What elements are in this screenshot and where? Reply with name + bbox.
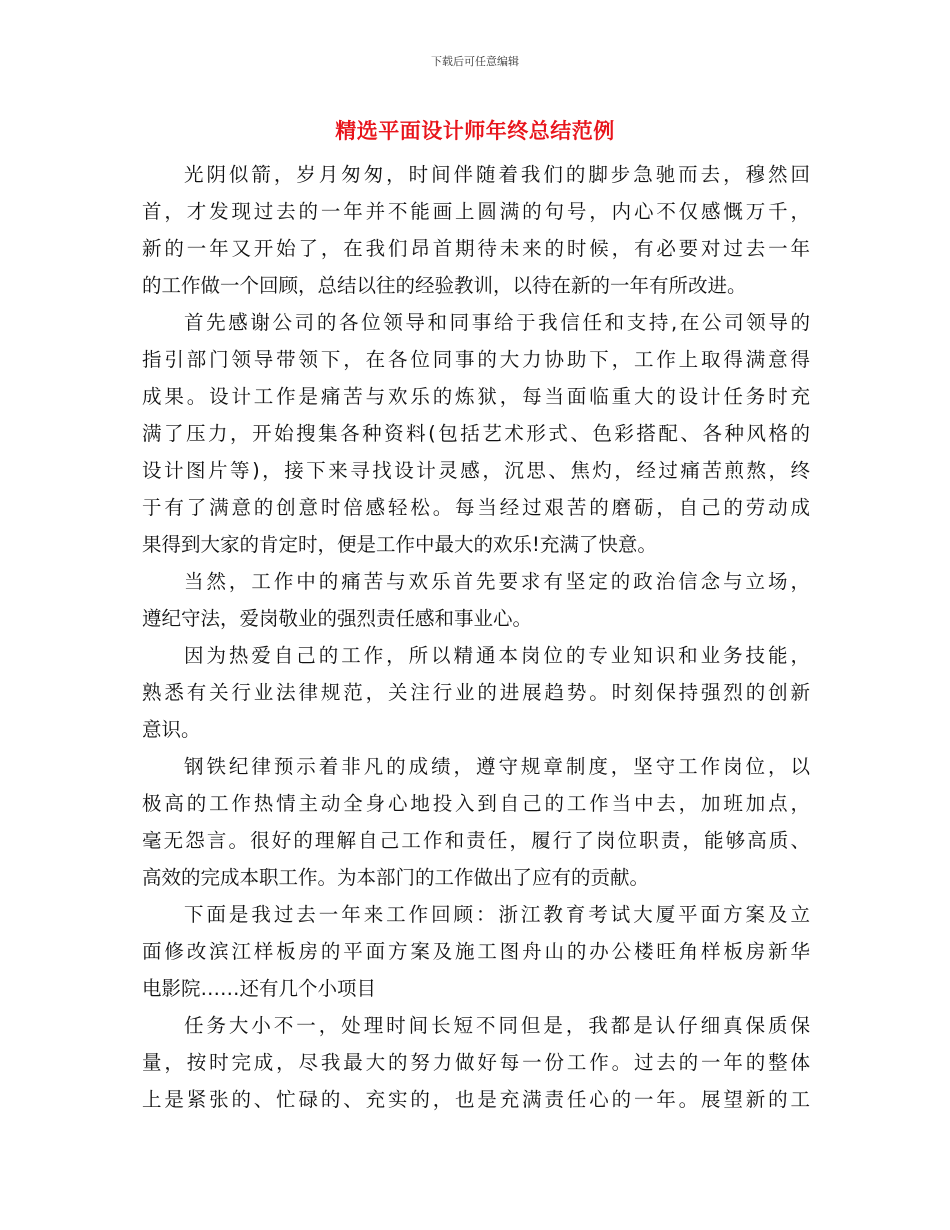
paragraph — [142, 896, 810, 1007]
paragraph-line: 指引部门领导带领下，在各位同事的大力协助下，工作上取得满意得 — [142, 348, 810, 371]
paragraph-line: 意识。 — [142, 718, 201, 741]
paragraph — [142, 563, 810, 637]
paragraph-line: 因为热爱自己的工作，所以精通本岗位的专业知识和业务技能， — [184, 644, 810, 667]
paragraph — [142, 304, 810, 563]
paragraph-line: 于有了满意的创意时倍感轻松。每当经过艰苦的磨砺，自己的劳动成 — [142, 496, 810, 519]
paragraph-line: 首先感谢公司的各位领导和同事给于我信任和支持,在公司领导的 — [184, 311, 810, 334]
paragraph-line: 电影院……还有几个小项目 — [142, 977, 377, 1000]
paragraph — [142, 156, 810, 304]
paragraph-line: 面修改滨江样板房的平面方案及施工图舟山的办公楼旺角样板房新华 — [142, 940, 810, 963]
paragraph-line: 新的一年又开始了，在我们昂首期待未来的时候，有必要对过去一年 — [142, 237, 810, 260]
paragraph-line: 任务大小不一，处理时间长短不同但是，我都是认仔细真保质保 — [184, 1014, 810, 1037]
paragraph — [142, 1007, 810, 1118]
paragraph-line: 首，才发现过去的一年并不能画上圆满的句号，内心不仅感慨万千， — [142, 200, 810, 223]
document-title: 精选平面设计师年终总结范例 — [335, 119, 615, 143]
paragraph — [142, 748, 810, 896]
paragraph-line: 下面是我过去一年来工作回顾：浙江教育考试大厦平面方案及立 — [184, 903, 810, 926]
page-header: 下载后可任意编辑 — [431, 55, 519, 68]
paragraph-line: 成果。设计工作是痛苦与欢乐的炼狱，每当面临重大的设计任务时充 — [142, 385, 810, 408]
paragraph-line: 极高的工作热情主动全身心地投入到自己的工作当中去，加班加点， — [142, 792, 810, 815]
paragraph-line: 上是紧张的、忙碌的、充实的，也是充满责任心的一年。展望新的工 — [142, 1088, 810, 1111]
paragraph-line: 熟悉有关行业法律规范，关注行业的进展趋势。时刻保持强烈的创新 — [142, 681, 810, 704]
paragraph — [142, 637, 810, 748]
paragraph-line: 的工作做一个回顾，总结以往的经验教训，以待在新的一年有所改进。 — [142, 274, 747, 297]
paragraph-line: 果得到大家的肯定时，便是工作中最大的欢乐!充满了快意。 — [142, 533, 657, 556]
paragraph-line: 满了压力，开始搜集各种资料(包括艺术形式、色彩搭配、各种风格的 — [142, 422, 810, 445]
paragraph-line: 设计图片等)，接下来寻找设计灵感，沉思、焦灼，经过痛苦煎熬，终 — [142, 459, 810, 482]
paragraph-line: 量，按时完成，尽我最大的努力做好每一份工作。过去的一年的整体 — [142, 1051, 810, 1074]
paragraph-line: 遵纪守法，爱岗敬业的强烈责任感和事业心。 — [142, 607, 533, 630]
paragraph-line: 高效的完成本职工作。为本部门的工作做出了应有的贡献。 — [142, 866, 650, 889]
document-body — [142, 156, 810, 1118]
paragraph-line: 毫无怨言。很好的理解自己工作和责任，履行了岗位职责，能够高质、 — [142, 829, 810, 852]
paragraph-line: 光阴似箭，岁月匆匆，时间伴随着我们的脚步急驰而去，穆然回 — [184, 163, 810, 186]
paragraph-line: 钢铁纪律预示着非凡的成绩，遵守规章制度，坚守工作岗位，以 — [184, 755, 810, 778]
paragraph-line: 当然，工作中的痛苦与欢乐首先要求有坚定的政治信念与立场， — [184, 570, 810, 593]
